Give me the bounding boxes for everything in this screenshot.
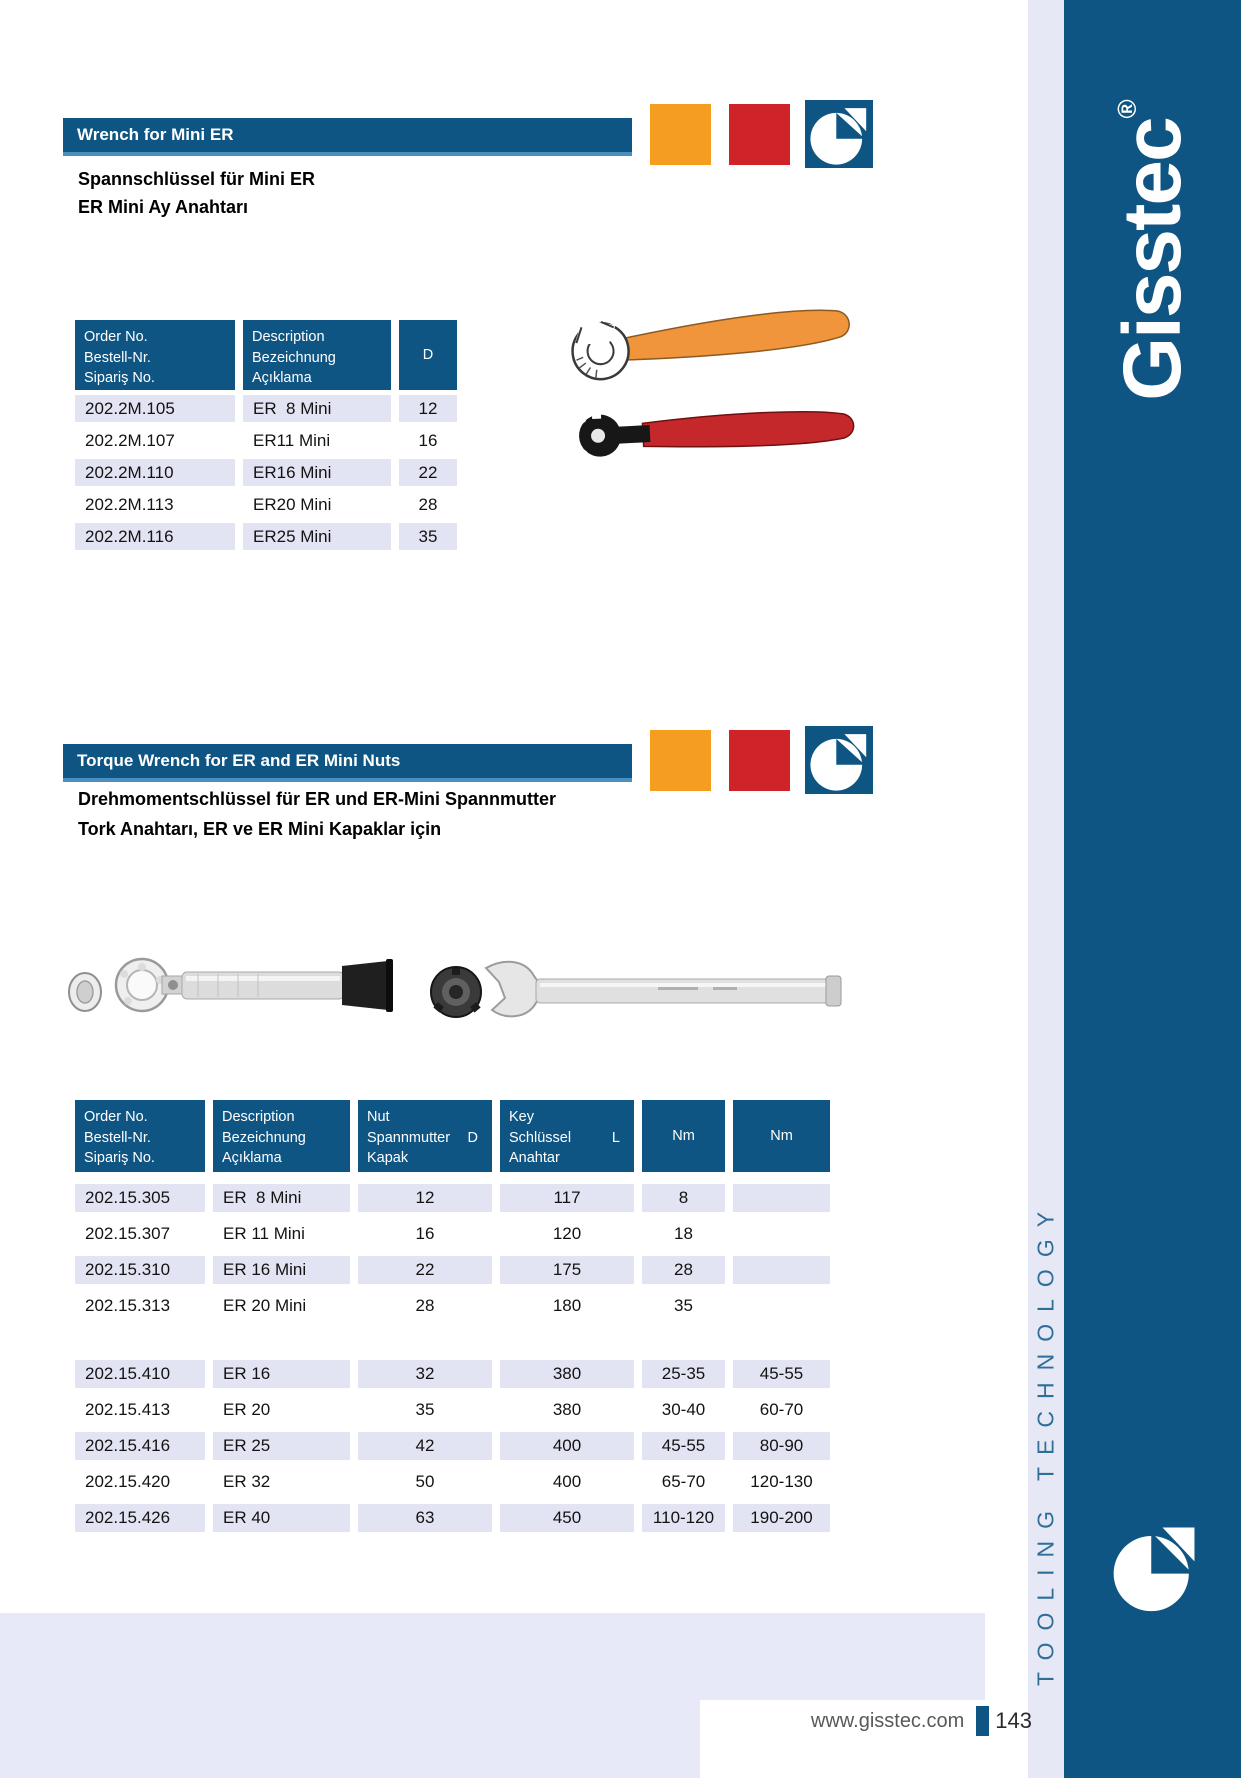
description-cell: ER 16 Mini — [213, 1256, 350, 1284]
nm-cell: 110-120 — [642, 1504, 725, 1532]
table-row — [75, 427, 457, 454]
l-cell: 380 — [500, 1360, 634, 1388]
nm-cell: 45-55 — [733, 1360, 830, 1388]
tooling-technology-text: TOOLING TECHNOLOGY — [1032, 1199, 1059, 1686]
subtitle-german: Spannschlüssel für Mini ER — [78, 169, 316, 189]
torque-wrench-table — [75, 1100, 830, 1532]
brand-logo-vertical — [1064, 30, 1241, 470]
page-footer — [700, 1704, 1032, 1738]
nm-column-header: Nm — [733, 1100, 830, 1172]
d-cell: 16 — [415, 1224, 435, 1243]
order-cell: 202.15.413 — [85, 1400, 171, 1419]
gisstec-logo-icon — [805, 726, 873, 794]
description-cell: ER 32 — [223, 1472, 271, 1491]
nm-cell — [733, 1220, 830, 1248]
nm-cell — [733, 1256, 830, 1284]
description-cell: ER 20 Mini — [223, 1296, 307, 1315]
d-cell: 32 — [358, 1360, 492, 1388]
l-cell: 175 — [500, 1256, 634, 1284]
gisstec-logo-icon — [805, 100, 873, 168]
nm-cell: 30-40 — [661, 1400, 706, 1419]
table-row — [75, 1468, 830, 1496]
table-row — [75, 1220, 830, 1248]
l-cell: 180 — [552, 1296, 582, 1315]
section-title: Torque Wrench for ER and ER Mini Nuts — [77, 751, 401, 770]
page-number-marker — [976, 1706, 989, 1736]
l-cell: 450 — [500, 1504, 634, 1532]
order-cell: 202.15.420 — [85, 1472, 171, 1491]
table-row — [75, 523, 457, 550]
nm-cell: 45-55 — [642, 1432, 725, 1460]
description-cell: ER 8 Mini — [243, 395, 391, 422]
description-cell: ER20 Mini — [253, 495, 332, 514]
l-cell: 120 — [552, 1224, 582, 1243]
subtitle-german: Drehmomentschlüssel für ER und ER-Mini Spannmutter — [78, 789, 557, 809]
website-link[interactable]: www.gisstec.com — [810, 1709, 965, 1732]
gisstec-logo-icon — [1108, 1520, 1202, 1614]
description-cell: ER11 Mini — [253, 431, 331, 450]
d-cell: 50 — [415, 1472, 435, 1491]
order-cell: 202.15.410 — [75, 1360, 205, 1388]
d-cell: 28 — [418, 495, 438, 514]
subtitle-turkish: ER Mini Ay Anahtarı — [78, 197, 249, 217]
nm-column-header: Nm — [642, 1100, 725, 1172]
red-accent-square — [729, 104, 790, 165]
table-row — [75, 1396, 830, 1424]
nm-cell: 65-70 — [661, 1472, 706, 1491]
nut-column-header: Nut Spannmutter D Kapak — [358, 1100, 492, 1172]
d-cell: 42 — [358, 1432, 492, 1460]
order-cell: 202.2M.105 — [75, 395, 235, 422]
description-cell: ER 11 Mini — [223, 1224, 305, 1243]
orange-accent-square — [650, 730, 711, 791]
section-title: Wrench for Mini ER — [77, 125, 234, 144]
nm-cell: 120-130 — [750, 1472, 813, 1491]
order-cell: 202.15.310 — [75, 1256, 205, 1284]
key-column-header: Key Schlüssel L Anahtar — [500, 1100, 634, 1172]
mini-er-wrench-images — [548, 292, 868, 472]
d-cell: 22 — [358, 1256, 492, 1284]
table-row — [75, 395, 457, 422]
order-column-header: Order No. Bestell-Nr. Sipariş No. — [75, 320, 235, 390]
d-cell: 22 — [399, 459, 457, 486]
description-cell: ER 8 Mini — [213, 1184, 350, 1212]
brand-logo-text: Gisstec® — [1106, 99, 1198, 401]
table-row — [75, 1504, 830, 1532]
table-row — [75, 459, 457, 486]
nm-cell: 60-70 — [759, 1400, 804, 1419]
l-cell: 117 — [500, 1184, 634, 1212]
table-row — [75, 1292, 830, 1320]
description-cell: ER16 Mini — [243, 459, 391, 486]
d-cell: 28 — [415, 1296, 435, 1315]
order-cell: 202.2M.116 — [75, 523, 235, 550]
section-title-bar — [63, 118, 632, 156]
nm-cell: 80-90 — [733, 1432, 830, 1460]
d-cell: 12 — [399, 395, 457, 422]
description-cell: ER 25 — [213, 1432, 350, 1460]
torque-wrench-images — [58, 952, 850, 1027]
order-cell: 202.15.305 — [75, 1184, 205, 1212]
order-cell: 202.15.426 — [75, 1504, 205, 1532]
table-row — [75, 1256, 830, 1284]
nm-cell — [733, 1292, 830, 1320]
nm-cell — [733, 1184, 830, 1212]
order-cell: 202.15.307 — [85, 1224, 171, 1243]
d-cell: 63 — [358, 1504, 492, 1532]
description-column-header: Description Bezeichnung Açıklama — [213, 1100, 350, 1172]
orange-accent-square — [650, 104, 711, 165]
d-cell: 35 — [415, 1400, 435, 1419]
description-cell: ER 40 — [213, 1504, 350, 1532]
description-column-header: Description Bezeichnung Açıklama — [243, 320, 391, 390]
order-cell: 202.15.313 — [85, 1296, 171, 1315]
description-cell: ER25 Mini — [243, 523, 391, 550]
l-cell: 400 — [552, 1472, 582, 1491]
d-cell: 35 — [399, 523, 457, 550]
order-column-header: Order No. Bestell-Nr. Sipariş No. — [75, 1100, 205, 1172]
registered-mark: ® — [1111, 99, 1142, 119]
d-cell: 12 — [358, 1184, 492, 1212]
order-cell: 202.2M.107 — [85, 431, 175, 450]
order-cell: 202.2M.110 — [75, 459, 235, 486]
table-header-row — [75, 320, 457, 390]
nm-cell: 35 — [674, 1296, 693, 1315]
nm-cell: 25-35 — [642, 1360, 725, 1388]
nm-cell: 28 — [642, 1256, 725, 1284]
d-cell: 16 — [418, 431, 438, 450]
section-title-bar — [63, 744, 632, 782]
d-column-header: D — [399, 320, 457, 390]
table-row — [75, 1432, 830, 1460]
table-row — [75, 491, 457, 518]
table-header-row — [75, 1100, 830, 1172]
table-row — [75, 1360, 830, 1388]
subtitle-turkish: Tork Anahtarı, ER ve ER Mini Kapaklar için — [78, 819, 442, 839]
nm-cell: 8 — [642, 1184, 725, 1212]
l-cell: 380 — [552, 1400, 582, 1419]
order-cell: 202.2M.113 — [85, 495, 174, 514]
nm-cell: 18 — [674, 1224, 693, 1243]
order-cell: 202.15.416 — [75, 1432, 205, 1460]
table-row — [75, 1184, 830, 1212]
mini-er-wrench-table — [75, 320, 457, 550]
tooling-technology-vertical — [1028, 1190, 1064, 1695]
description-cell: ER 16 — [213, 1360, 350, 1388]
red-accent-square — [729, 730, 790, 791]
description-cell: ER 20 — [223, 1400, 271, 1419]
nm-cell: 190-200 — [733, 1504, 830, 1532]
page-number: 143 — [995, 1708, 1032, 1733]
l-cell: 400 — [500, 1432, 634, 1460]
